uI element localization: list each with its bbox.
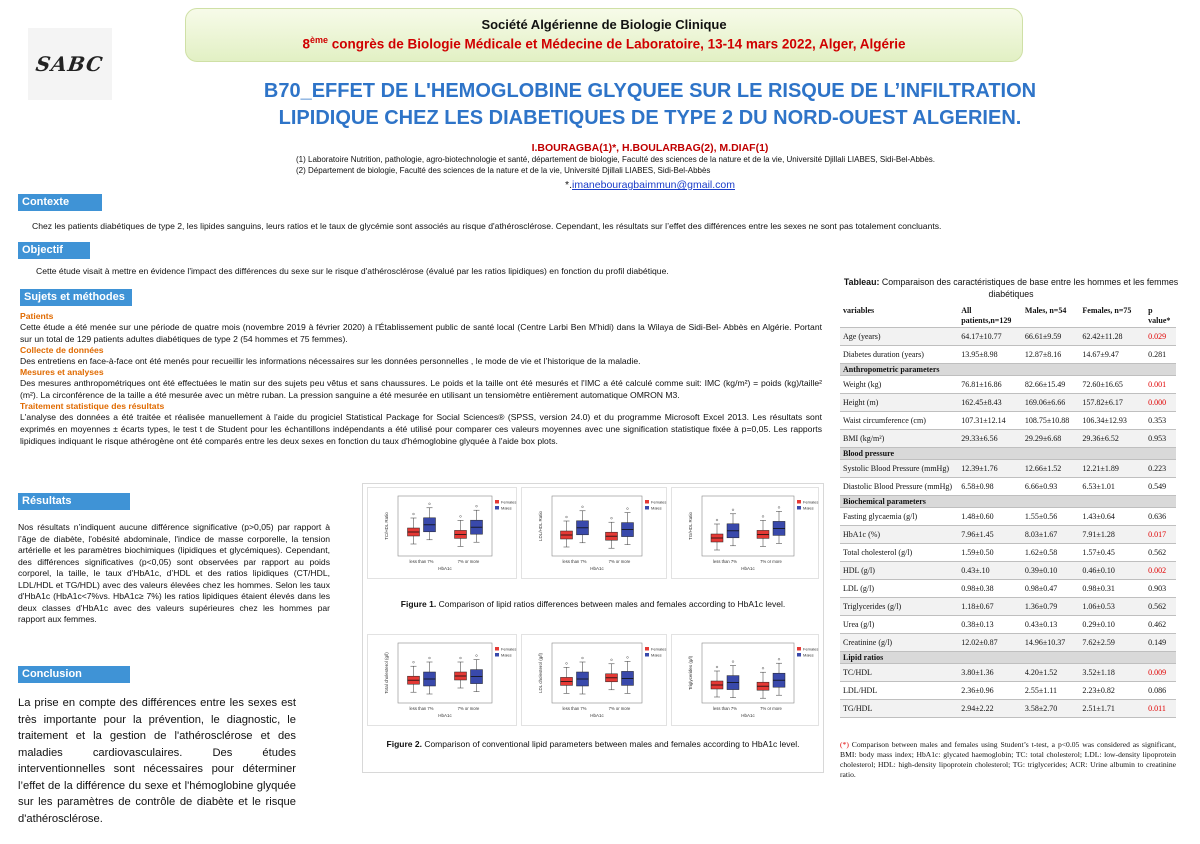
legend-swatch [797, 647, 801, 651]
figure-2-label: Figure 2. [386, 739, 422, 749]
section-header-conclusion: Conclusion [18, 666, 130, 683]
contexte-text: Chez les patients diabétiques de type 2, les lipides sanguins, leurs ratios et le taux de glycémie sont associés au risque d'athérosclérose. Cependant, les résultats sur l’effet des différences entre les sexes ne sont pas totalement concluants. [32, 221, 942, 231]
table-cell: 1.59±0.50 [958, 544, 1022, 562]
legend-label: Males [651, 652, 662, 658]
table-cell: 2.94±2.22 [958, 700, 1022, 718]
mesures-text: Des mesures anthropométriques ont été effectuées le matin sur des sujets peu vêtus et sans chaussures. Le poids et la taille ont été mesurés et l'IMC a été calculé comme suit: IMC (kg/m²) = poids (kg)/taille² (m²). La circonférence de la taille a été mesurée avec un mètre ruban. La pression sanguine a été mesurée en utilisant un tensiomètre entièrement automatique OMRON M3. [20, 378, 822, 400]
fig1-boxplot-tg-hdl [672, 488, 820, 580]
logo-text: SABC [34, 52, 106, 76]
table-cell: 0.46±0.10 [1079, 562, 1145, 580]
table-row [840, 634, 1176, 652]
fig1-panel-tg-hdl [671, 487, 819, 579]
table-cell: 12.02±0.87 [958, 634, 1022, 652]
table-cell: 76.81±16.86 [958, 376, 1022, 394]
table-cell: 162.45±8.43 [958, 394, 1022, 412]
table-cell: Height (m) [840, 394, 958, 412]
section-header-contexte: Contexte [18, 194, 102, 211]
x-tick-label: less than 7% [713, 559, 737, 564]
table-cell: 2.36±0.96 [958, 682, 1022, 700]
fig2-panel-total-cholesterol [367, 634, 517, 726]
table-cell: 0.462 [1145, 616, 1176, 634]
table-cell: 0.562 [1145, 598, 1176, 616]
table-cell: 0.98±0.47 [1022, 580, 1080, 598]
x-tick-label: 7% or more [457, 706, 480, 711]
table-cell: Creatinine (g/l) [840, 634, 958, 652]
table-cell: 107.31±12.14 [958, 412, 1022, 430]
table-cell: 14.67±9.47 [1079, 346, 1145, 364]
subheading-statistique: Traitement statistique des résultats [20, 401, 165, 411]
fig2-boxplot-triglycerides [672, 635, 820, 727]
table-group-label: Biochemical parameters [840, 496, 1176, 508]
col-variables: variables [840, 305, 958, 328]
legend-label: Females [803, 646, 819, 652]
table-cell: 0.353 [1145, 412, 1176, 430]
legend-label: Males [501, 652, 512, 658]
table-cell: 0.149 [1145, 634, 1176, 652]
table-row [840, 412, 1176, 430]
congress-ordinal: 8 [302, 36, 311, 52]
table-row [840, 664, 1176, 682]
table-cell: 7.96±1.45 [958, 526, 1022, 544]
fig2-boxplot-ldl [522, 635, 668, 727]
table-cell: 0.903 [1145, 580, 1176, 598]
x-axis-label: HbA1c [590, 566, 604, 571]
col-all-patients: All patients,n=129 [958, 305, 1022, 328]
legend-label: Males [803, 652, 814, 658]
table-header-row [840, 305, 1176, 328]
table-group-label: Anthropometric parameters [840, 364, 1176, 376]
table-cell: HbA1c (%) [840, 526, 958, 544]
table-cell: 1.48±0.60 [958, 508, 1022, 526]
y-axis-label: Total cholesterol (g/l) [384, 652, 389, 694]
table-cell: Waist circumference (cm) [840, 412, 958, 430]
legend-swatch [495, 653, 499, 657]
table-cell: Diastolic Blood Pressure (mmHg) [840, 478, 958, 496]
statistique-text: L'analyse des données a été traitée et réalisée manuellement à l'aide du progiciel Statistical Package for Social Sciences® (SPSS, version 24.0) et du programme Microsoft Excel 2013. Les résultats sont exprimés en moyennes ± écarts types, le test t de Student pour les échantillons indépendants a été utilisé pour comparer ces valeurs moyennes avec une signification statistique fixée à p=0,05. Les rapports lipidiques indiquant le risque athérogène ont été comparés entre les deux sexes en fonction du taux d'hémoglobine glyquée à l'aide box plots. [20, 412, 822, 446]
table-caption [842, 276, 1180, 300]
table-cell: 29.29±6.68 [1022, 430, 1080, 448]
fig2-panel-triglycerides [671, 634, 819, 726]
table-cell: 2.55±1.11 [1022, 682, 1080, 700]
legend-swatch [495, 500, 499, 504]
table-cell: 0.017 [1145, 526, 1176, 544]
legend-label: Females [501, 499, 517, 505]
table-cell: Weight (kg) [840, 376, 958, 394]
table-cell: 66.61±9.59 [1022, 328, 1080, 346]
legend-label: Females [651, 499, 667, 505]
congress-ordinal-sup: ème [310, 35, 329, 45]
table-cell: 6.66±0.93 [1022, 478, 1080, 496]
table-cell: 2.23±0.82 [1079, 682, 1145, 700]
table-cell: 72.60±16.65 [1079, 376, 1145, 394]
subheading-collecte: Collecte de données [20, 345, 104, 355]
table-row [840, 526, 1176, 544]
table-row [840, 580, 1176, 598]
contact-email-link[interactable]: imanebouragbaimmun@gmail.com [572, 179, 735, 191]
table-cell: 0.001 [1145, 376, 1176, 394]
table-group-row [840, 496, 1176, 508]
col-p-value: p value* [1145, 305, 1176, 328]
table-row [840, 616, 1176, 634]
table-cell: 29.33±6.56 [958, 430, 1022, 448]
legend-swatch [495, 506, 499, 510]
x-tick-label: less than 7% [713, 706, 737, 711]
table-row [840, 700, 1176, 718]
table-cell: 7.62±2.59 [1079, 634, 1145, 652]
figure-1-caption [366, 598, 820, 610]
legend-swatch [645, 506, 649, 510]
x-tick-label: less than 7% [409, 706, 434, 711]
table-row [840, 478, 1176, 496]
y-axis-label: Triglycerides (g/l) [688, 655, 693, 691]
email-prefix: *. [565, 179, 573, 191]
subheading-mesures: Mesures et analyses [20, 367, 104, 377]
legend-swatch [645, 647, 649, 651]
table-group-label: Blood pressure [840, 448, 1176, 460]
table-cell: Total cholesterol (g/l) [840, 544, 958, 562]
title-line-1: B70_EFFET DE L'HEMOGLOBINE GLYQUEE SUR LE RISQUE DE L’INFILTRATION [263, 80, 1037, 102]
table-cell: Urea (g/l) [840, 616, 958, 634]
table-cell: 14.96±10.37 [1022, 634, 1080, 652]
x-tick-label: 7% or more [760, 559, 782, 564]
table-cell: 3.52±1.18 [1079, 664, 1145, 682]
table-cell: 6.58±0.98 [958, 478, 1022, 496]
section-header-resultats: Résultats [18, 493, 130, 510]
legend-swatch [645, 653, 649, 657]
table-body [840, 328, 1176, 718]
x-tick-label: less than 7% [562, 706, 587, 711]
table-footnote [840, 740, 1176, 780]
table-cell: 0.029 [1145, 328, 1176, 346]
x-tick-label: 7% or more [608, 559, 631, 564]
table-cell: LDL/HDL [840, 682, 958, 700]
figure-2-text: Comparison of conventional lipid parameters between males and females according to HbA1c level. [421, 739, 800, 749]
table-cell: Fasting glycaemia (g/l) [840, 508, 958, 526]
resultats-text: Nos résultats n’indiquent aucune différence significative (p>0,05) par rapport à l’âge de diabète, l'obésité abdominale, l'indice de masse corporelle, la tension artérielle et les paramètres biochimiques (lipidiques et glycémiques). Cependant, des différences significatives (p<0,05) sont observées par rapport au poids corporel, la taille, le taux d'HbA1c, d’HDL et des ratios lipidiques (CT/HDL, LDL/HDL et TG/HDL) avec des valeurs élevées chez les hommes. Selon les taux d'HbA1c (HbA1c<7%vs. HbA1c≥ 7%) les ratios lipidiques étaient élevés dans les deux classes d'HbA1c avec des valeurs supérieures chez les hommes par rapport aux femmes. [18, 522, 330, 624]
patients-text: Cette étude a été menée sur une période de quatre mois (novembre 2019 à février 2020) à l'Établissement public de santé local (Centre Larbi Ben M'hidi) dans la Wilaya de Sidi-Bel- Abbès en Algérie. Portant sur un total de 129 patients adultes diabétiques de type 2 (54 hommes et 75 femmes). [20, 322, 822, 344]
conference-banner [185, 8, 1023, 62]
table-row [840, 346, 1176, 364]
authors: I.BOURAGBA(1)*, H.BOULARBAG(2), M.DIAF(1) [531, 142, 769, 154]
table-cell: 0.953 [1145, 430, 1176, 448]
x-axis-label: HbA1c [590, 713, 604, 718]
x-axis-label: HbA1c [741, 566, 755, 571]
figure-2-caption [366, 738, 820, 750]
affiliation-1: (1) Laboratoire Nutrition, pathologie, agro-biotechnologie et santé, département de biologie, Faculté des sciences de la nature et de la vie, Université Djillali LIABES, Sidi-Bel-Abbès. [296, 155, 936, 164]
table-cell: 62.42±11.28 [1079, 328, 1145, 346]
conclusion-text: La prise en compte des différences entre les sexes est très importante pour la prévention, le diagnostic, le traitement et la gestion de l'athérosclérose et des maladies cardiovasculaires. Des études interventionnelles sont nécessaires pour déterminer l’effet de la différence du sexe et l'hémoglobine glyquée sur les paramètres de contrôle de diabète et le risque d'athérosclérose. [18, 697, 296, 825]
table-cell: 0.29±0.10 [1079, 616, 1145, 634]
table-cell: 108.75±10.88 [1022, 412, 1080, 430]
fig1-panel-tc-hdl [367, 487, 517, 579]
table-cell: 1.18±0.67 [958, 598, 1022, 616]
table-cell: 157.82±6.17 [1079, 394, 1145, 412]
methods-block [20, 311, 822, 447]
legend-label: Females [651, 646, 667, 652]
table-cell: 12.87±8.16 [1022, 346, 1080, 364]
table-cell: 0.562 [1145, 544, 1176, 562]
legend-label: Females [501, 646, 517, 652]
table-cell: 0.086 [1145, 682, 1176, 700]
section-header-objectif: Objectif [18, 242, 90, 259]
table-cell: 0.011 [1145, 700, 1176, 718]
poster-title [150, 78, 1150, 132]
x-tick-label: 7% or more [457, 559, 480, 564]
table-cell: 13.95±8.98 [958, 346, 1022, 364]
table-row [840, 562, 1176, 580]
table-row [840, 394, 1176, 412]
footnote-text: Comparison between males and females using Student’s t-test, a p<0.05 was considered as significant, BMI: body mass index; HbA1c: glycated haemoglobin; TC: total cholesterol; LDL: low-density lipoprotein cholesterol; HDL: high-density lipoprotein cholesterol; TG: triglycerides; ACR: Urine albumin to creatinine ratio. [840, 740, 1176, 779]
x-axis-label: HbA1c [438, 566, 452, 571]
x-tick-label: less than 7% [409, 559, 434, 564]
table-cell: 64.17±10.77 [958, 328, 1022, 346]
table-group-label: Lipid ratios [840, 652, 1176, 664]
table-cell: 2.51±1.71 [1079, 700, 1145, 718]
x-axis-label: HbA1c [741, 713, 755, 718]
table-cell: Triglycerides (g/l) [840, 598, 958, 616]
baseline-characteristics-table [840, 305, 1176, 718]
y-axis-label: TC/HDL Ratio [384, 512, 389, 540]
col-females: Females, n=75 [1079, 305, 1145, 328]
table-cell: 0.98±0.38 [958, 580, 1022, 598]
table-cell: 8.03±1.67 [1022, 526, 1080, 544]
y-axis-label: LDL cholesterol (g/l) [538, 652, 543, 694]
table-cell: 106.34±12.93 [1079, 412, 1145, 430]
section-header-methodes: Sujets et méthodes [20, 289, 132, 306]
table-caption-label: Tableau: [843, 277, 880, 287]
table-row [840, 328, 1176, 346]
table-cell: Age (years) [840, 328, 958, 346]
table-cell: 0.43±.10 [958, 562, 1022, 580]
table-cell: 6.53±1.01 [1079, 478, 1145, 496]
fig2-panel-ldl [521, 634, 667, 726]
table-cell: 1.36±0.79 [1022, 598, 1080, 616]
table-cell: 0.281 [1145, 346, 1176, 364]
footnote-star: (*) [840, 740, 849, 749]
table-cell: 1.57±0.45 [1079, 544, 1145, 562]
table-cell: 0.009 [1145, 664, 1176, 682]
table-row [840, 460, 1176, 478]
table-cell: 0.98±0.31 [1079, 580, 1145, 598]
table-cell: 0.549 [1145, 478, 1176, 496]
figure-1-text: Comparison of lipid ratios differences between males and females according to HbA1c level. [436, 599, 786, 609]
legend-label: Males [501, 505, 512, 511]
table-cell: Diabetes duration (years) [840, 346, 958, 364]
table-row [840, 598, 1176, 616]
legend-swatch [495, 647, 499, 651]
table-row [840, 376, 1176, 394]
society-name: Société Algérienne de Biologie Clinique [481, 17, 727, 32]
contact-email-line [150, 179, 1150, 191]
x-tick-label: 7% or more [608, 706, 631, 711]
legend-swatch [797, 506, 801, 510]
congress-details: congrès de Biologie Médicale et Médecine de Laboratoire, 13-14 mars 2022, Alger, Algérie [328, 36, 906, 52]
table-cell: 82.66±15.49 [1022, 376, 1080, 394]
fig2-boxplot-total-cholesterol [368, 635, 518, 727]
table-cell: 3.58±2.70 [1022, 700, 1080, 718]
table-cell: 12.66±1.52 [1022, 460, 1080, 478]
y-axis-label: LDL/HDL Ratio [538, 510, 543, 542]
table-cell: TC/HDL [840, 664, 958, 682]
table-cell: 4.20±1.52 [1022, 664, 1080, 682]
legend-swatch [645, 500, 649, 504]
table-cell: 169.06±6.66 [1022, 394, 1080, 412]
table-cell: HDL (g/l) [840, 562, 958, 580]
x-tick-label: 7% or more [760, 706, 782, 711]
table-row [840, 508, 1176, 526]
table-cell: 0.000 [1145, 394, 1176, 412]
table-cell: 0.43±0.13 [1022, 616, 1080, 634]
table-cell: LDL (g/l) [840, 580, 958, 598]
table-cell: 0.39±0.10 [1022, 562, 1080, 580]
table-cell: 12.21±1.89 [1079, 460, 1145, 478]
table-cell: 1.62±0.58 [1022, 544, 1080, 562]
table-cell: 1.06±0.53 [1079, 598, 1145, 616]
fig1-boxplot-tc-hdl [368, 488, 518, 580]
table-cell: Systolic Blood Pressure (mmHg) [840, 460, 958, 478]
table-caption-text: Comparaison des caractéristiques de base entre les hommes et les femmes diabétiques [879, 277, 1179, 299]
table-group-row [840, 652, 1176, 664]
legend-label: Females [803, 499, 819, 505]
legend-label: Males [803, 505, 814, 511]
collecte-text: Des entretiens en face-à-face ont été menés pour recueillir les informations nécessaires sur les données personnelles , le mode de vie et l’historique de la maladie. [20, 356, 641, 366]
table-cell: 29.36±6.52 [1079, 430, 1145, 448]
table-row [840, 544, 1176, 562]
table-cell: 1.55±0.56 [1022, 508, 1080, 526]
x-tick-label: less than 7% [562, 559, 587, 564]
table-cell: 12.39±1.76 [958, 460, 1022, 478]
legend-label: Males [651, 505, 662, 511]
table-cell: 1.43±0.64 [1079, 508, 1145, 526]
affiliation-2: (2) Département de biologie, Faculté des sciences de la nature et de la vie, Université Djillali LIABES, Sidi-Bel-Abbès [296, 166, 711, 175]
col-males: Males, n=54 [1022, 305, 1080, 328]
fig1-panel-ldl-hdl [521, 487, 667, 579]
table-cell: 0.223 [1145, 460, 1176, 478]
table-row [840, 682, 1176, 700]
sabc-logo [28, 28, 112, 100]
title-line-2: LIPIDIQUE CHEZ LES DIABETIQUES DE TYPE 2 DU NORD-OUEST ALGERIEN. [278, 107, 1022, 129]
table-cell: 0.38±0.13 [958, 616, 1022, 634]
table-row [840, 430, 1176, 448]
table-cell: BMI (kg/m²) [840, 430, 958, 448]
table-cell: TG/HDL [840, 700, 958, 718]
congress-line [186, 35, 1022, 52]
objectif-text: Cette étude visait à mettre en évidence l'impact des différences du sexe sur le risque d'athérosclérose (évalué par les ratios lipidiques) en fonction du profil diabétique. [36, 266, 669, 276]
subheading-patients: Patients [20, 311, 54, 321]
figure-1-label: Figure 1. [400, 599, 437, 609]
table-group-row [840, 448, 1176, 460]
fig1-boxplot-ldl-hdl [522, 488, 668, 580]
table-cell: 0.002 [1145, 562, 1176, 580]
table-cell: 0.636 [1145, 508, 1176, 526]
x-axis-label: HbA1c [438, 713, 452, 718]
table-group-row [840, 364, 1176, 376]
y-axis-label: TG/HDL Ratio [688, 511, 693, 541]
legend-swatch [797, 500, 801, 504]
legend-swatch [797, 653, 801, 657]
table-cell: 3.80±1.36 [958, 664, 1022, 682]
table-cell: 7.91±1.28 [1079, 526, 1145, 544]
